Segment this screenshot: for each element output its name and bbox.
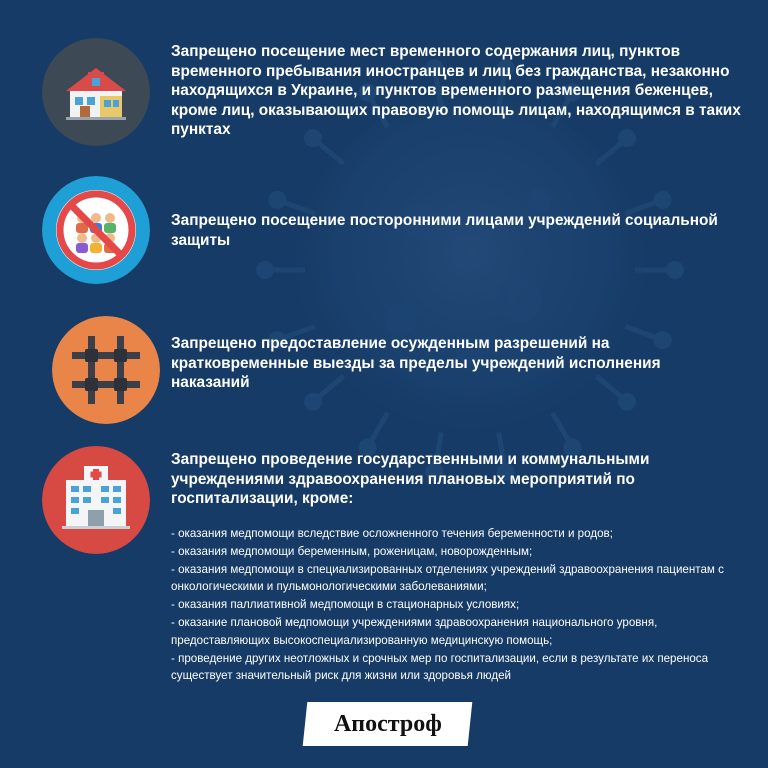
list-item: - оказания медпомощи вследствие осложненного течения беременности и родов; — [171, 527, 613, 540]
logo-text: Апостроф — [333, 710, 442, 737]
item-text-social-institutions: Запрещено посещение посторонними лицами учреждений социальной защиты — [171, 212, 718, 249]
no-crowd-icon-circle — [42, 176, 150, 284]
no-crowd-icon — [42, 176, 150, 284]
item-text-convicts-leave: Запрещено предоставление осужденным разрешений на кратковременные выезды за пределы учреждений исполнения наказаний — [171, 335, 661, 391]
list-item: - проведение других неотложных и срочных мер по госпитализации, если в результате их переноса существует значительный риск для жизни или здоровья людей — [171, 651, 709, 683]
prison-bars-icon-circle — [52, 316, 160, 424]
exceptions-list — [171, 525, 741, 685]
prison-bars-icon — [52, 316, 160, 424]
hospital-icon — [42, 446, 150, 554]
house-icon — [42, 38, 150, 146]
apostrof-logo — [303, 702, 473, 746]
list-item: - оказания медпомощи в специализированных отделениях учреждений здравоохранения пациентам с онкологическими и пульмонологическими заболеваниями; — [171, 562, 724, 594]
list-item: - оказание плановой медпомощи учреждениями здравоохранения национального уровня, предоставляющих высокоспециализированную медицинскую помощь; — [171, 615, 658, 647]
item-text-detention-places: Запрещено посещение мест временного содержания лиц, пунктов временного пребывания иностранцев и лиц без гражданства, незаконно находящихся в Украине, и пунктов временного размещения беженцев, кроме лиц, оказывающих правовую помощь лицам, находящимся в таких пунктах — [171, 43, 741, 138]
house-icon-circle — [42, 38, 150, 146]
list-item: - оказания медпомощи беременным, роженицам, новорожденным; — [171, 544, 533, 558]
list-item: - оказания паллиативной медпомощи в стационарных условиях; — [171, 598, 520, 612]
hospital-icon-circle — [42, 446, 150, 554]
item-text-hospitalization: Запрещено проведение государственными и коммунальными учреждениями здравоохранения плановых мероприятий по госпитализации, кроме: — [171, 451, 650, 507]
